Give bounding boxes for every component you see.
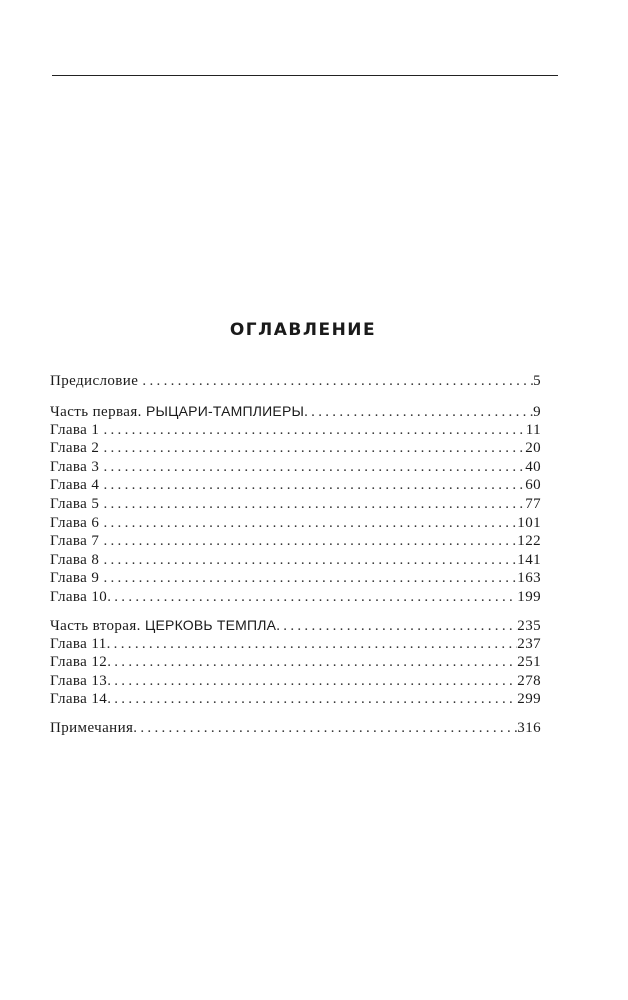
entry-title: Глава 14 (50, 691, 108, 708)
page-number: 11 (525, 421, 541, 438)
entry-title: Глава 1 (50, 421, 104, 438)
dot-leader (107, 635, 518, 654)
page-number: 77 (525, 495, 541, 512)
toc-entry-label (50, 514, 103, 533)
toc-entry-label (50, 569, 103, 588)
toc-entry[interactable] (50, 439, 541, 458)
page-number: 199 (517, 588, 541, 605)
part-title: РЫЦАРИ-ТАМПЛИЕРЫ (145, 403, 305, 419)
page-number: 5 (533, 373, 541, 389)
dot-leader (107, 653, 517, 672)
toc-entry[interactable] (50, 635, 541, 654)
dot-leader (103, 532, 517, 551)
toc-entry-label (50, 672, 107, 691)
toc-entry[interactable] (50, 458, 541, 477)
toc-entry[interactable] (50, 402, 541, 421)
toc-entry-label (50, 532, 103, 551)
toc-entry-label (50, 439, 103, 458)
entry-title: Глава 13 (50, 672, 108, 689)
entry-title: Глава 8 (50, 551, 104, 568)
toc-entry[interactable] (50, 421, 541, 440)
page-number: 235 (517, 618, 541, 634)
entry-title: Предисловие (50, 373, 143, 389)
entry-title: Глава 10 (50, 588, 108, 605)
toc-entry-label (50, 458, 103, 477)
page-number: 60 (525, 477, 541, 494)
toc-entry[interactable] (50, 616, 541, 635)
dot-leader (276, 617, 517, 635)
toc-entry[interactable] (50, 372, 541, 391)
toc-entry[interactable] (50, 569, 541, 588)
toc-entry[interactable] (50, 514, 541, 533)
entry-title: Глава 9 (50, 570, 104, 587)
toc-entry[interactable] (50, 672, 541, 691)
entry-title: Глава 7 (50, 533, 104, 550)
dot-leader (103, 421, 525, 440)
page-number: 237 (517, 635, 541, 652)
dot-leader (133, 719, 517, 738)
dot-leader (107, 690, 517, 709)
dot-leader (142, 372, 533, 391)
page-number: 251 (517, 654, 541, 671)
toc-entry-label (50, 551, 103, 570)
entry-title: Глава 11 (50, 635, 107, 652)
entry-title: Глава 12 (50, 654, 108, 671)
dot-leader (103, 495, 525, 514)
entry-title: Глава 5 (50, 495, 104, 512)
dot-leader (103, 569, 517, 588)
dot-leader (107, 588, 517, 607)
toc-entry[interactable] (50, 551, 541, 570)
entry-title: Глава 4 (50, 477, 104, 494)
page-number: 122 (517, 533, 541, 550)
dot-leader (103, 458, 525, 477)
entry-title: Примечания (50, 720, 134, 736)
page-number: 141 (517, 551, 541, 568)
toc-entry-label (50, 690, 107, 709)
page-number: 316 (517, 720, 541, 736)
page-number: 163 (517, 570, 541, 587)
dot-leader (103, 476, 525, 495)
toc-entry-label (50, 402, 304, 421)
toc-entry[interactable] (50, 532, 541, 551)
dot-leader (103, 439, 525, 458)
toc-entry[interactable] (50, 690, 541, 709)
entry-title: Глава 6 (50, 514, 104, 531)
entry-title: Часть первая. (50, 404, 146, 420)
dot-leader (103, 514, 517, 533)
page-title: ОГЛАВЛЕНИЕ (229, 320, 377, 340)
toc-entry[interactable] (50, 588, 541, 607)
toc-entry[interactable] (50, 495, 541, 514)
toc-entry-label (50, 616, 276, 635)
toc-section (50, 719, 541, 738)
entry-title: Часть вторая. (50, 618, 145, 634)
toc-entry-label (50, 495, 103, 514)
page-number: 40 (525, 458, 541, 475)
toc-section (50, 402, 541, 607)
dot-leader (107, 672, 517, 691)
toc-section (50, 372, 541, 391)
part-title: ЦЕРКОВЬ ТЕМПЛА (144, 617, 277, 633)
toc-entry-label (50, 653, 107, 672)
toc-section (50, 616, 541, 709)
entry-title: Глава 3 (50, 458, 104, 475)
toc-entry-label (50, 421, 103, 440)
toc-entry-label (50, 635, 107, 654)
toc-entry-label (50, 588, 107, 607)
toc-entry[interactable] (50, 653, 541, 672)
entry-title: Глава 2 (50, 440, 104, 457)
dot-leader (103, 551, 517, 570)
page-number: 299 (517, 691, 541, 708)
page-number: 278 (517, 672, 541, 689)
toc-entry-label (50, 372, 142, 391)
toc-entry[interactable] (50, 476, 541, 495)
page-number: 9 (533, 404, 541, 420)
header-rule (52, 75, 558, 76)
dot-leader (304, 403, 533, 421)
toc-entry-label (50, 476, 103, 495)
page-number: 20 (525, 440, 541, 457)
toc-entry[interactable] (50, 719, 541, 738)
page-number: 101 (517, 514, 541, 531)
toc-entry-label (50, 719, 133, 738)
